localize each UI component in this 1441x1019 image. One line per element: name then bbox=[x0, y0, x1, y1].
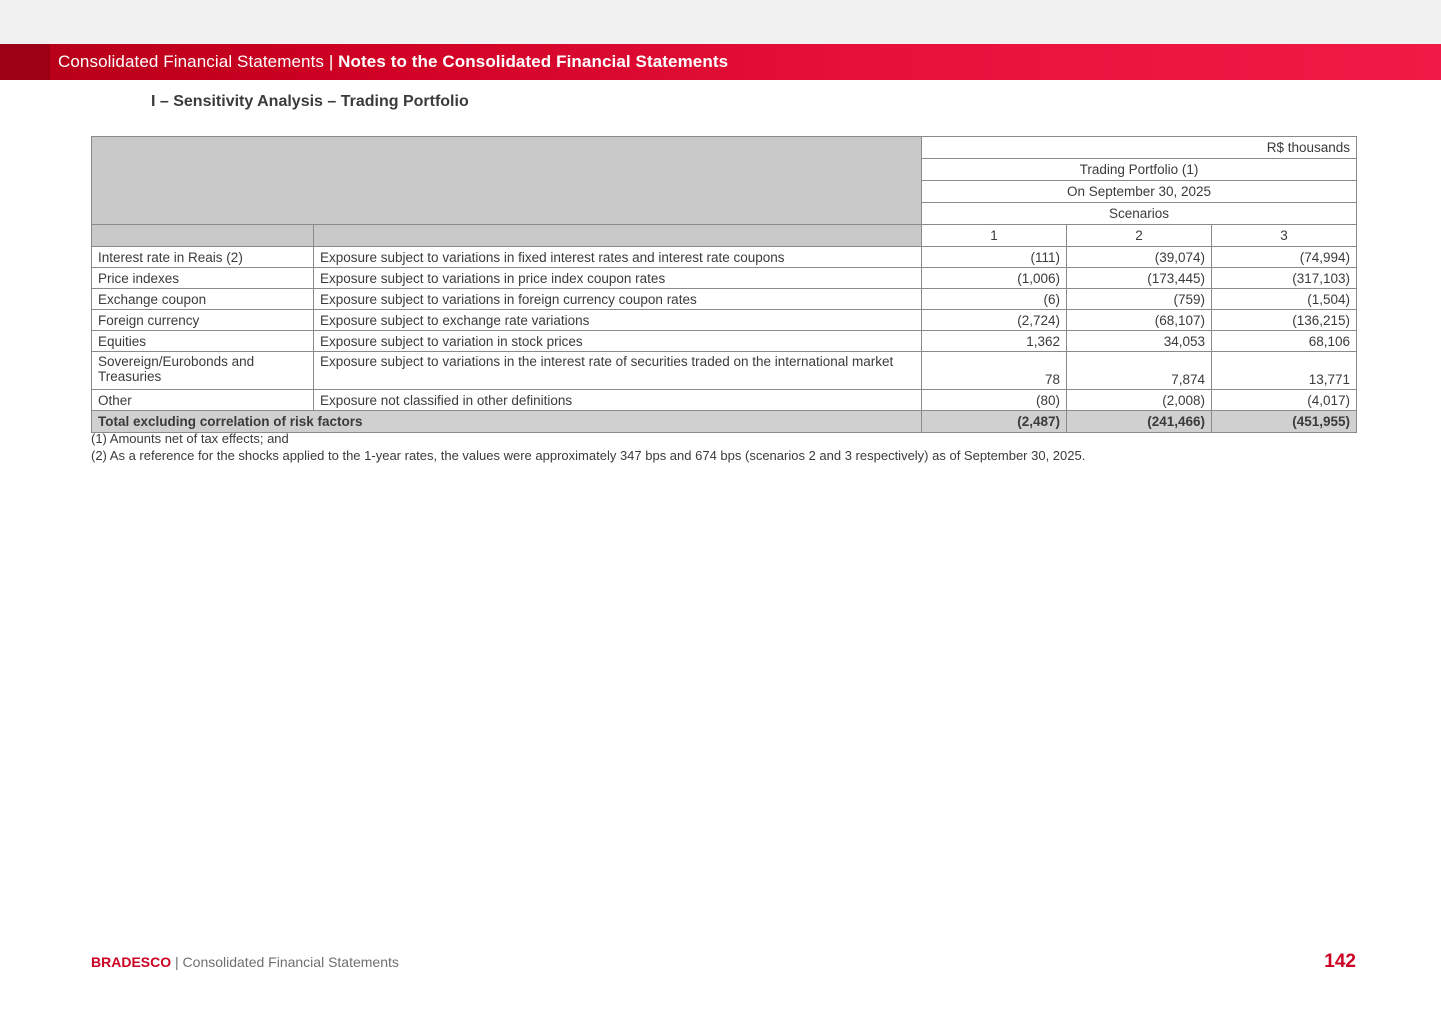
row-scenario-1: (111) bbox=[922, 247, 1067, 268]
row-description: Exposure subject to variation in stock prices bbox=[314, 331, 922, 352]
row-scenario-3: (1,504) bbox=[1212, 289, 1357, 310]
row-scenario-3: (74,994) bbox=[1212, 247, 1357, 268]
row-scenario-2: (173,445) bbox=[1067, 268, 1212, 289]
row-label: Sovereign/Eurobonds and Treasuries bbox=[92, 352, 314, 390]
page-header-band bbox=[0, 44, 1441, 80]
footer-brand: BRADESCO bbox=[91, 954, 172, 970]
section-title: I – Sensitivity Analysis – Trading Portfolio bbox=[151, 93, 469, 110]
head-scenarios: Scenarios bbox=[922, 203, 1357, 225]
row-scenario-3: 68,106 bbox=[1212, 331, 1357, 352]
footer-subtitle: | Consolidated Financial Statements bbox=[171, 954, 399, 970]
sensitivity-table-wrap bbox=[91, 136, 1356, 433]
row-description: Exposure subject to variations in the interest rate of securities traded on the international market bbox=[314, 352, 922, 390]
row-scenario-2: (39,074) bbox=[1067, 247, 1212, 268]
row-label: Interest rate in Reais (2) bbox=[92, 247, 314, 268]
row-description: Exposure subject to variations in price index coupon rates bbox=[314, 268, 922, 289]
head-scenario-2: 2 bbox=[1067, 225, 1212, 247]
top-strip bbox=[0, 0, 1441, 44]
head-blank-label bbox=[92, 225, 314, 247]
table-row bbox=[92, 331, 1357, 352]
row-scenario-2: (68,107) bbox=[1067, 310, 1212, 331]
row-scenario-1: (80) bbox=[922, 390, 1067, 411]
total-scenario-1: (2,487) bbox=[922, 411, 1067, 433]
total-label: Total excluding correlation of risk factors bbox=[92, 411, 922, 433]
page-number: 142 bbox=[1324, 951, 1356, 972]
header-title-bold: Notes to the Consolidated Financial Statements bbox=[338, 52, 729, 71]
row-description: Exposure not classified in other definitions bbox=[314, 390, 922, 411]
table-row bbox=[92, 390, 1357, 411]
table-body bbox=[92, 247, 1357, 433]
row-label: Foreign currency bbox=[92, 310, 314, 331]
row-description: Exposure subject to variations in foreign currency coupon rates bbox=[314, 289, 922, 310]
row-scenario-3: (136,215) bbox=[1212, 310, 1357, 331]
footer-text bbox=[91, 954, 399, 970]
table-row bbox=[92, 268, 1357, 289]
row-scenario-2: (2,008) bbox=[1067, 390, 1212, 411]
header-title bbox=[58, 52, 728, 72]
table-row bbox=[92, 289, 1357, 310]
head-date: On September 30, 2025 bbox=[922, 181, 1357, 203]
head-scenario-1: 1 bbox=[922, 225, 1067, 247]
row-scenario-1: (2,724) bbox=[922, 310, 1067, 331]
page-footer bbox=[91, 951, 1356, 973]
row-label: Price indexes bbox=[92, 268, 314, 289]
row-scenario-2: (759) bbox=[1067, 289, 1212, 310]
row-description: Exposure subject to exchange rate variations bbox=[314, 310, 922, 331]
header-accent-edge bbox=[0, 44, 50, 80]
footnote-1: (1) Amounts net of tax effects; and bbox=[91, 431, 289, 446]
table-row bbox=[92, 352, 1357, 390]
head-portfolio: Trading Portfolio (1) bbox=[922, 159, 1357, 181]
table-head-row-unit bbox=[92, 137, 1357, 159]
head-blank-cell bbox=[92, 137, 922, 225]
row-scenario-2: 7,874 bbox=[1067, 352, 1212, 390]
row-label: Other bbox=[92, 390, 314, 411]
head-unit: R$ thousands bbox=[922, 137, 1357, 159]
head-scenario-3: 3 bbox=[1212, 225, 1357, 247]
row-scenario-1: (6) bbox=[922, 289, 1067, 310]
table-row bbox=[92, 310, 1357, 331]
row-scenario-3: (317,103) bbox=[1212, 268, 1357, 289]
total-scenario-2: (241,466) bbox=[1067, 411, 1212, 433]
table-head-row-scenario-numbers bbox=[92, 225, 1357, 247]
row-description: Exposure subject to variations in fixed interest rates and interest rate coupons bbox=[314, 247, 922, 268]
head-blank-desc bbox=[314, 225, 922, 247]
row-scenario-3: (4,017) bbox=[1212, 390, 1357, 411]
table-row bbox=[92, 247, 1357, 268]
row-scenario-2: 34,053 bbox=[1067, 331, 1212, 352]
footnotes bbox=[91, 430, 1391, 464]
total-scenario-3: (451,955) bbox=[1212, 411, 1357, 433]
row-scenario-1: 78 bbox=[922, 352, 1067, 390]
footnote-2: (2) As a reference for the shocks applied to the 1-year rates, the values were approximately 347 bps and 674 bps (scenarios 2 and 3 respectively) as of September 30, 2025. bbox=[91, 448, 1086, 463]
row-label: Equities bbox=[92, 331, 314, 352]
row-scenario-1: (1,006) bbox=[922, 268, 1067, 289]
row-scenario-3: 13,771 bbox=[1212, 352, 1357, 390]
row-scenario-1: 1,362 bbox=[922, 331, 1067, 352]
sensitivity-table bbox=[91, 136, 1357, 433]
row-label: Exchange coupon bbox=[92, 289, 314, 310]
header-title-prefix: Consolidated Financial Statements | bbox=[58, 52, 339, 71]
table-head bbox=[92, 137, 1357, 247]
